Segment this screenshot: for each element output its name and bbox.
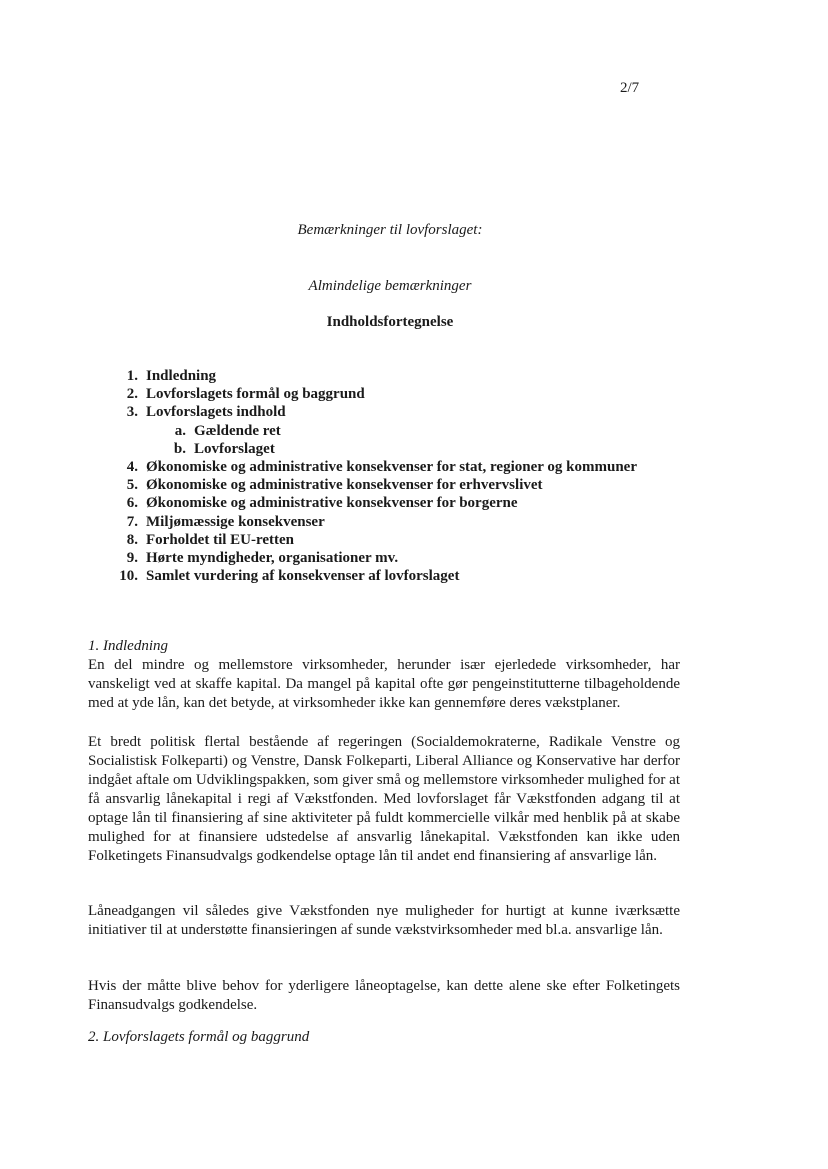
toc-item-label: Lovforslagets formål og baggrund [146,386,365,403]
toc-item-label: Økonomiske og administrative konsekvenser for stat, regioner og kommuner [146,459,637,476]
toc-item-number: a. [174,422,186,439]
toc-item [110,367,637,385]
toc-item [110,385,637,403]
toc-item-number: 4. [126,459,138,476]
toc-item-number: 5. [126,477,138,494]
toc-item-number: 7. [126,513,138,530]
toc-item-number: 9. [126,550,138,567]
toc-item [110,422,637,440]
toc-item [110,476,637,494]
toc-item [110,549,637,567]
toc-item-label: Lovforslaget [194,440,275,457]
section-title-formaal: 2. Lovforslagets formål og baggrund [88,1029,310,1045]
toc-item [110,531,637,549]
page-number: 2/7 [620,80,640,96]
document-heading: Bemærkninger til lovforslaget: [297,222,483,238]
toc-item-number: 1. [126,368,138,384]
toc-item [110,567,637,585]
toc-item [110,440,637,458]
toc-item-label: Indledning [146,368,217,384]
toc-item [110,458,637,476]
toc-item-number: 6. [126,495,138,512]
toc-item [110,403,637,421]
toc-item-number: 2. [126,386,138,403]
toc-item-number: 3. [126,404,138,421]
toc-item-number: 10. [119,568,138,585]
paragraph: Hvis der måtte blive behov for yderligere låneoptagelse, kan dette alene ske efter Folketingets Finansudvalgs godkendelse. [88,978,680,1013]
section-heading: Almindelige bemærkninger [308,278,472,294]
toc-item [110,513,637,531]
toc-item-label: Økonomiske og administrative konsekvenser for borgerne [146,495,518,512]
toc-item-label: Økonomiske og administrative konsekvenser for erhvervslivet [146,477,543,494]
section-title-indledning: 1. Indledning [88,638,168,654]
toc-item-number: b. [173,440,186,457]
table-of-contents [110,367,637,585]
toc-item-label: Lovforslagets indhold [146,404,286,421]
toc-title: Indholdsfortegnelse [326,314,454,330]
paragraph: Låneadgangen vil således give Vækstfonden nye muligheder for hurtigt at kunne iværksætte initiativer til at understøtte finansieringen af sunde vækstvirksomheder med bl.a. ansvarlige lån. [88,903,680,938]
toc-item-label: Gældende ret [194,422,281,439]
toc-item-number: 8. [126,531,138,548]
toc-item [110,494,637,512]
toc-item-label: Miljømæssige konsekvenser [146,513,325,530]
toc-item-label: Samlet vurdering af konsekvenser af lovforslaget [146,568,460,585]
toc-item-label: Hørte myndigheder, organisationer mv. [146,550,399,567]
paragraph: En del mindre og mellemstore virksomheder, herunder især ejerledede virksomheder, har vanskeligt ved at skaffe kapital. Da mangel på kapital ofte gør pengeinstitutterne tilbageholdende med at yde lån, kan det betyde, at virksomheder ikke kan gennemføre deres vækstplaner. [88,657,680,711]
toc-item-label: Forholdet til EU-retten [146,531,295,548]
paragraph: Et bredt politisk flertal bestående af regeringen (Socialdemokraterne, Radikale Venstre og Socialistisk Folkeparti) og Venstre, Dansk Folkeparti, Liberal Alliance og Konservative har derfor indgået aftale om Udviklingspakken, som giver små og mellemstore virksomheder mulighed for at få ansvarlig lånekapital i regi af Vækstfonden. Med lovforslaget får Vækstfonden adgang til at optage lån til finansiering af sine aktiviteter på fuldt kommercielle vilkår med henblik på at skabe mulighed for at finansiere udstedelse af ansvarlig lånekapital. Vækstfonden kan ikke uden Folketingets Finansudvalgs godkendelse optage lån til andet end finansiering af ansvarlige lån. [88,734,680,864]
